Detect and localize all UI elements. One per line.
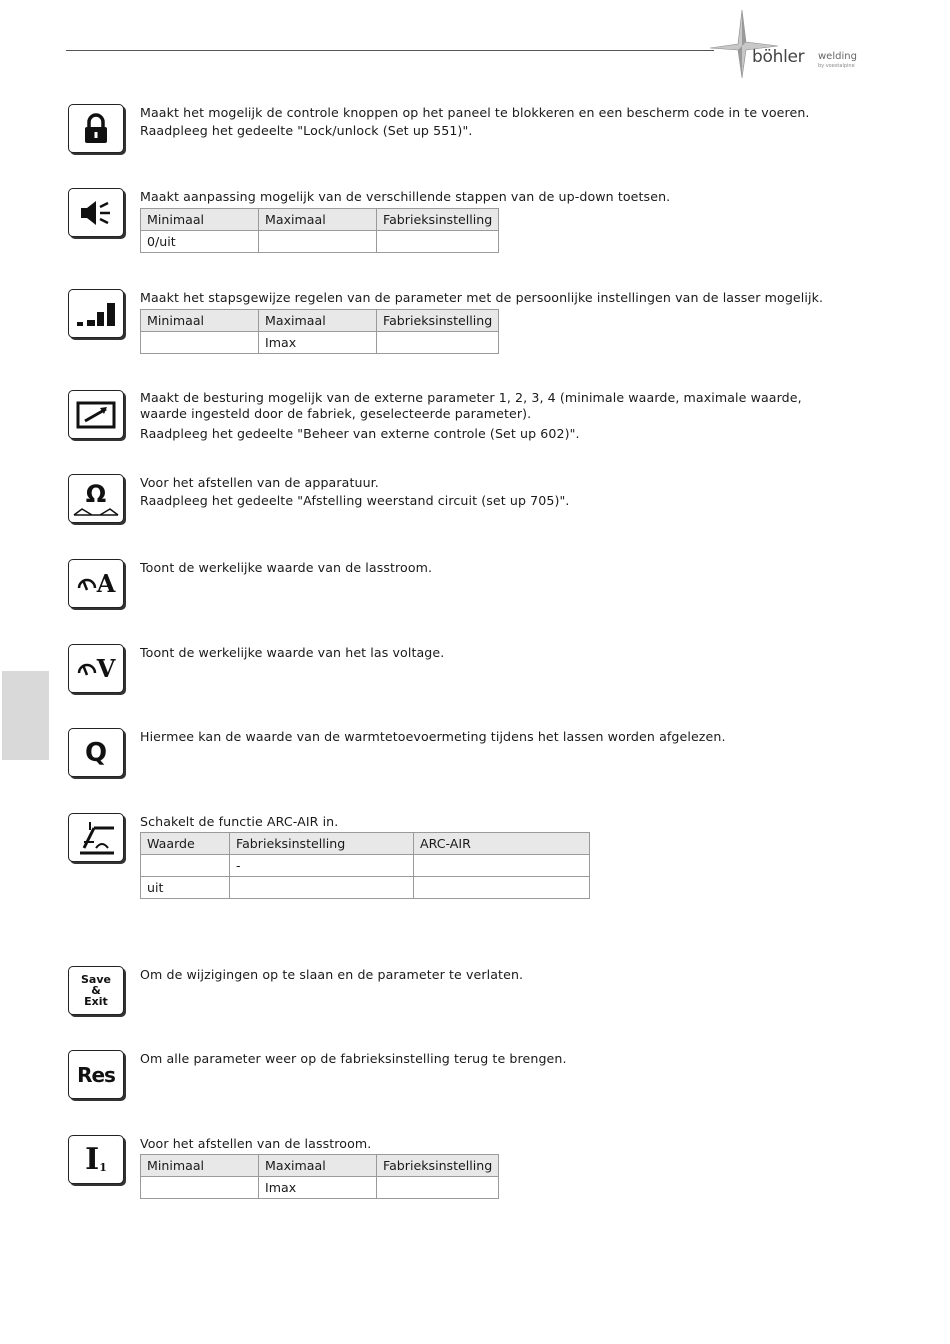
table-cell: - xyxy=(230,855,414,877)
logo-tagline: by voestalpine xyxy=(818,63,855,69)
table-cell: Imax xyxy=(259,1177,377,1199)
param-description xyxy=(140,289,840,307)
table-cell xyxy=(377,1177,499,1199)
current-i1-icon[interactable] xyxy=(68,1135,124,1184)
description-line: Maakt het stapsgewijze regelen van de parameter met de persoonlijke instellingen van de lasser mogelijk. xyxy=(140,290,824,305)
ohm-glyph: Ω xyxy=(85,479,107,508)
volt-glyph: V xyxy=(96,654,116,683)
table-cell: 0/uit xyxy=(141,231,259,253)
exit-glyph: Exit xyxy=(84,995,108,1008)
description-line: Raadpleeg het gedeelte "Lock/unlock (Set up 551)". xyxy=(140,123,473,138)
table-cell: Imax xyxy=(259,332,377,354)
description-line: Hiermee kan de waarde van de warmtetoevoermeting tijdens het lassen worden afgelezen. xyxy=(140,729,726,744)
table-header: Maximaal xyxy=(259,209,377,231)
description-line: Om de wijzigingen op te slaan en de parameter te verlaten. xyxy=(140,967,524,982)
save-exit-icon[interactable] xyxy=(68,966,124,1015)
table-cell xyxy=(414,877,590,899)
table-header: Fabrieksinstelling xyxy=(377,209,499,231)
table-header: Minimaal xyxy=(141,209,259,231)
meter-volt-icon[interactable] xyxy=(68,644,124,693)
chapter-side-tab xyxy=(2,671,49,760)
param-description xyxy=(140,390,840,442)
logo-wordmark: böhler xyxy=(752,47,805,67)
table-header: Maximaal xyxy=(259,1155,377,1177)
spec-table xyxy=(140,208,499,253)
description-line: Voor het afstellen van de apparatuur. xyxy=(140,475,379,490)
param-description xyxy=(140,813,840,831)
param-description xyxy=(140,1050,840,1068)
description-line: Raadpleeg het gedeelte "Beheer van externe controle (Set up 602)". xyxy=(140,426,580,441)
param-description xyxy=(140,559,840,577)
table-header: Maximaal xyxy=(259,310,377,332)
param-description xyxy=(140,966,840,984)
param-description xyxy=(140,474,840,510)
speaker-icon[interactable] xyxy=(68,188,124,237)
table-cell xyxy=(259,231,377,253)
spec-table xyxy=(140,832,590,899)
q-glyph: Q xyxy=(84,737,108,768)
arc-air-icon[interactable] xyxy=(68,813,124,862)
external-control-icon[interactable] xyxy=(68,390,124,439)
table-header: Fabrieksinstelling xyxy=(377,310,499,332)
description-line: Raadpleeg het gedeelte "Afstelling weerstand circuit (set up 705)". xyxy=(140,493,570,508)
table-cell xyxy=(414,855,590,877)
description-line: Toont de werkelijke waarde van het las voltage. xyxy=(140,645,445,660)
param-description xyxy=(140,728,840,746)
heat-input-icon[interactable] xyxy=(68,728,124,777)
table-cell xyxy=(230,877,414,899)
table-header: Fabrieksinstelling xyxy=(377,1155,499,1177)
description-line: Maakt aanpassing mogelijk van de verschillende stappen van de up-down toetsen. xyxy=(140,189,671,204)
lock-icon[interactable] xyxy=(68,104,124,153)
table-cell: uit xyxy=(141,877,230,899)
ohm-icon[interactable] xyxy=(68,474,124,523)
spec-table xyxy=(140,309,499,354)
table-header: ARC-AIR xyxy=(414,833,590,855)
param-description xyxy=(140,1135,840,1153)
ampersand-glyph: & xyxy=(91,984,101,997)
table-header: Minimaal xyxy=(141,310,259,332)
table-header: Waarde xyxy=(141,833,230,855)
table-cell xyxy=(377,332,499,354)
bohler-logo-star-icon xyxy=(708,8,868,80)
logo-wordmark-welding: welding xyxy=(818,51,857,62)
signal-bars-icon[interactable] xyxy=(68,289,124,338)
amp-glyph: A xyxy=(96,569,116,598)
description-line: Voor het afstellen van de lasstroom. xyxy=(140,1136,372,1151)
param-description xyxy=(140,104,840,140)
spec-table xyxy=(140,1154,499,1199)
meter-amp-icon[interactable] xyxy=(68,559,124,608)
table-header: Minimaal xyxy=(141,1155,259,1177)
res-glyph: Res xyxy=(77,1062,115,1087)
reset-icon[interactable] xyxy=(68,1050,124,1099)
header-rule xyxy=(66,50,714,51)
table-cell xyxy=(141,332,259,354)
description-line: Om alle parameter weer op de fabrieksinstelling terug te brengen. xyxy=(140,1051,567,1066)
table-cell xyxy=(377,231,499,253)
table-header: Fabrieksinstelling xyxy=(230,833,414,855)
description-line: Toont de werkelijke waarde van de lasstroom. xyxy=(140,560,433,575)
param-description xyxy=(140,644,840,662)
param-description xyxy=(140,188,840,206)
table-cell xyxy=(141,1177,259,1199)
description-line: Schakelt de functie ARC-AIR in. xyxy=(140,814,339,829)
i-subscript-glyph: 1 xyxy=(99,1161,107,1174)
description-line: Maakt de besturing mogelijk van de externe parameter 1, 2, 3, 4 (minimale waarde, maximale waarde, waarde ingesteld door de fabriek, geselecteerde parameter). xyxy=(140,390,802,421)
save-glyph: Save xyxy=(81,973,111,986)
table-cell xyxy=(141,855,230,877)
description-line: Maakt het mogelijk de controle knoppen op het paneel te blokkeren en een bescherm code in te voeren. xyxy=(140,105,810,120)
i-glyph: I xyxy=(85,1142,100,1177)
